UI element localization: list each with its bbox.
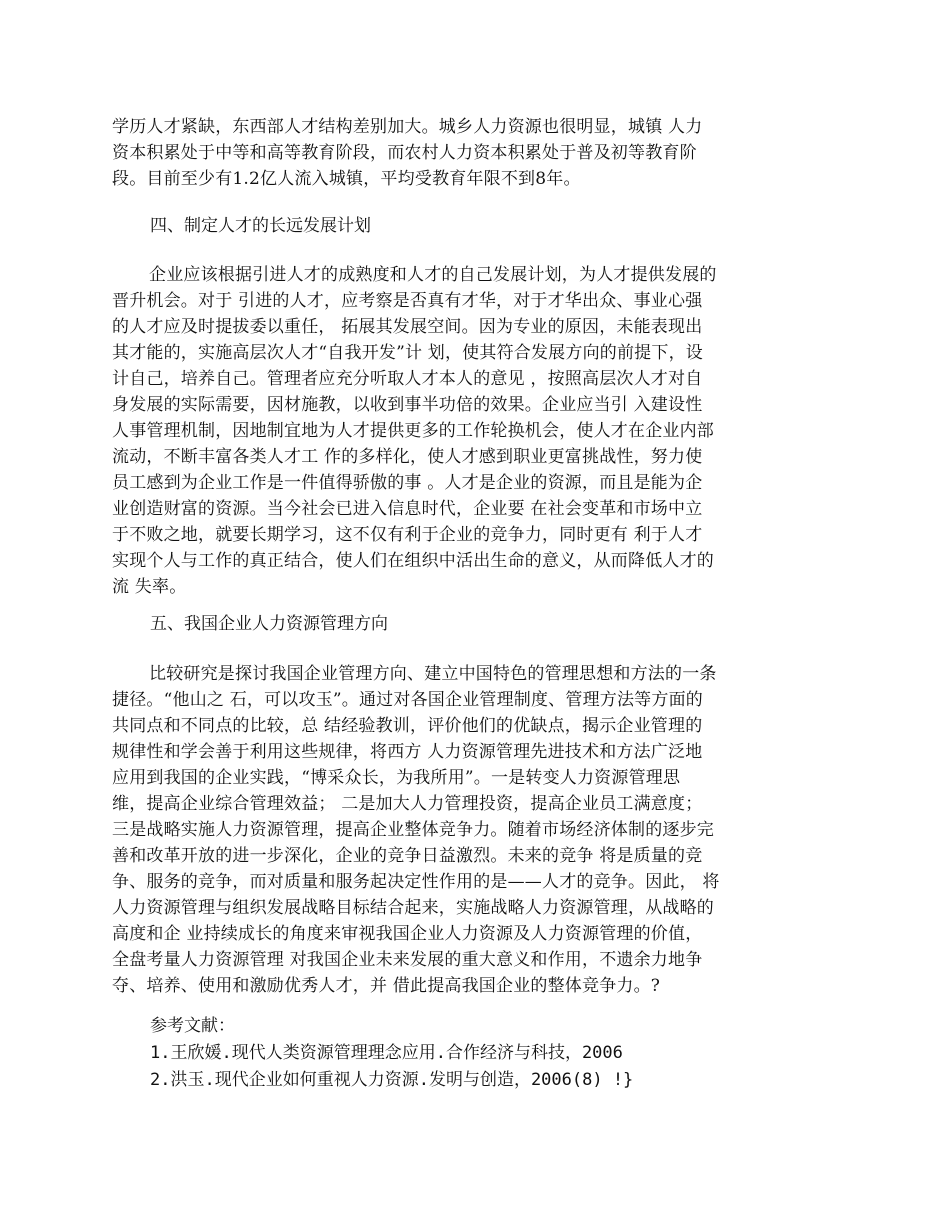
text-line: 学历人才紧缺，东西部人才结构差别加大。城乡人力资源也很明显，城镇 人力 xyxy=(112,117,703,137)
text-line: 流动，不断丰富各类人才工 作的多样化，使人才感到职业更富挑战性，努力使 xyxy=(112,447,703,467)
text-line: 员工感到为企业工作是一件值得骄傲的事 。人才是企业的资源，而且是能为企 xyxy=(112,473,703,493)
section-heading-5: 五、我国企业人力资源管理方向 xyxy=(150,614,388,634)
text-line: 夺、培养、使用和激励优秀人才，并 借此提高我国企业的整体竞争力。? xyxy=(112,976,661,996)
text-line: 段。目前至少有1.2亿人流入城镇，平均受教育年限不到8年。 xyxy=(112,169,581,189)
references-title: 参考文献： xyxy=(150,1016,235,1036)
text-line: 应用到我国的企业实践，“博采众长，为我所用”。一是转变人力资源管理思 xyxy=(112,768,681,788)
text-line: 流 失率。 xyxy=(112,577,187,597)
references xyxy=(150,1013,633,1094)
text-line: 业创造财富的资源。当今社会已进入信息时代，企业要 在社会变革和市场中立 xyxy=(112,499,703,519)
text-line: 争、服务的竞争，而对质量和服务起决定性作用的是——人才的竞争。因此， 将 xyxy=(112,872,720,892)
text-line: 晋升机会。对于 引进的人才，应考察是否真有才华，对于才华出众、事业心强 xyxy=(112,291,703,311)
paragraph-human-resource-status xyxy=(112,114,772,192)
text-line: 身发展的实际需要，因材施教，以收到事半功倍的效果。企业应当引 入建设性 xyxy=(112,395,703,415)
text-line: 其才能的，实施高层次人才“自我开发”计 划，使其符合发展方向的前提下，设 xyxy=(112,343,703,363)
text-line: 实现个人与工作的真正结合，使人们在组织中活出生命的意义，从而降低人才的 xyxy=(112,551,714,571)
text-line: 维，提高企业综合管理效益； 二是加大人力管理投资，提高企业员工满意度； xyxy=(112,794,703,814)
text-line: 比较研究是探讨我国企业管理方向、建立中国特色的管理思想和方法的一条 xyxy=(149,664,717,684)
text-line: 于不败之地，就要长期学习，这不仅有利于企业的竞争力，同时更有 利于人才 xyxy=(112,525,703,545)
paragraph-talent-plan xyxy=(112,262,772,600)
text-line: 的人才应及时提拔委以重任， 拓展其发展空间。因为专业的原因，未能表现出 xyxy=(112,317,703,337)
text-line: 企业应该根据引进人才的成熟度和人才的自己发展计划，为人才提供发展的 xyxy=(149,265,717,285)
text-line: 规律性和学会善于利用这些规律，将西方 人力资源管理先进技术和方法广泛地 xyxy=(112,742,703,762)
reference-item: 2.洪玉.现代企业如何重视人力资源.发明与创造，2006(8) !} xyxy=(150,1070,634,1090)
text-line: 共同点和不同点的比较，总 结经验教训，评价他们的优缺点，揭示企业管理的 xyxy=(112,716,703,736)
section-heading-4: 四、制定人才的长远发展计划 xyxy=(150,216,371,236)
paragraph-management-direction xyxy=(112,661,772,999)
text-line: 人事管理机制，因地制宜地为人才提供更多的工作轮换机会，使人才在企业内部 xyxy=(112,421,714,441)
reference-item: 1.王欣媛.现代人类资源管理理念应用.合作经济与科技，2006 xyxy=(150,1043,623,1063)
text-line: 人力资源管理与组织发展战略目标结合起来，实施战略人力资源管理，从战略的 xyxy=(112,898,714,918)
text-line: 高度和企 业持续成长的角度来审视我国企业人力资源及人力资源管理的价值， xyxy=(112,924,703,944)
text-line: 全盘考量人力资源管理 对我国企业未来发展的重大意义和作用，不遗余力地争 xyxy=(112,950,703,970)
text-line: 捷径。“他山之 石，可以攻玉”。通过对各国企业管理制度、管理方法等方面的 xyxy=(112,690,703,710)
text-line: 计自己，培养自己。管理者应充分听取人才本人的意见 ，按照高层次人才对自 xyxy=(112,369,703,389)
text-line: 善和改革开放的进一步深化，企业的竞争日益激烈。未来的竞争 将是质量的竞 xyxy=(112,846,703,866)
text-line: 资本积累处于中等和高等教育阶段，而农村人力资本积累处于普及初等教育阶 xyxy=(112,143,697,163)
text-line: 三是战略实施人力资源管理，提高企业整体竞争力。随着市场经济体制的逐步完 xyxy=(112,820,714,840)
